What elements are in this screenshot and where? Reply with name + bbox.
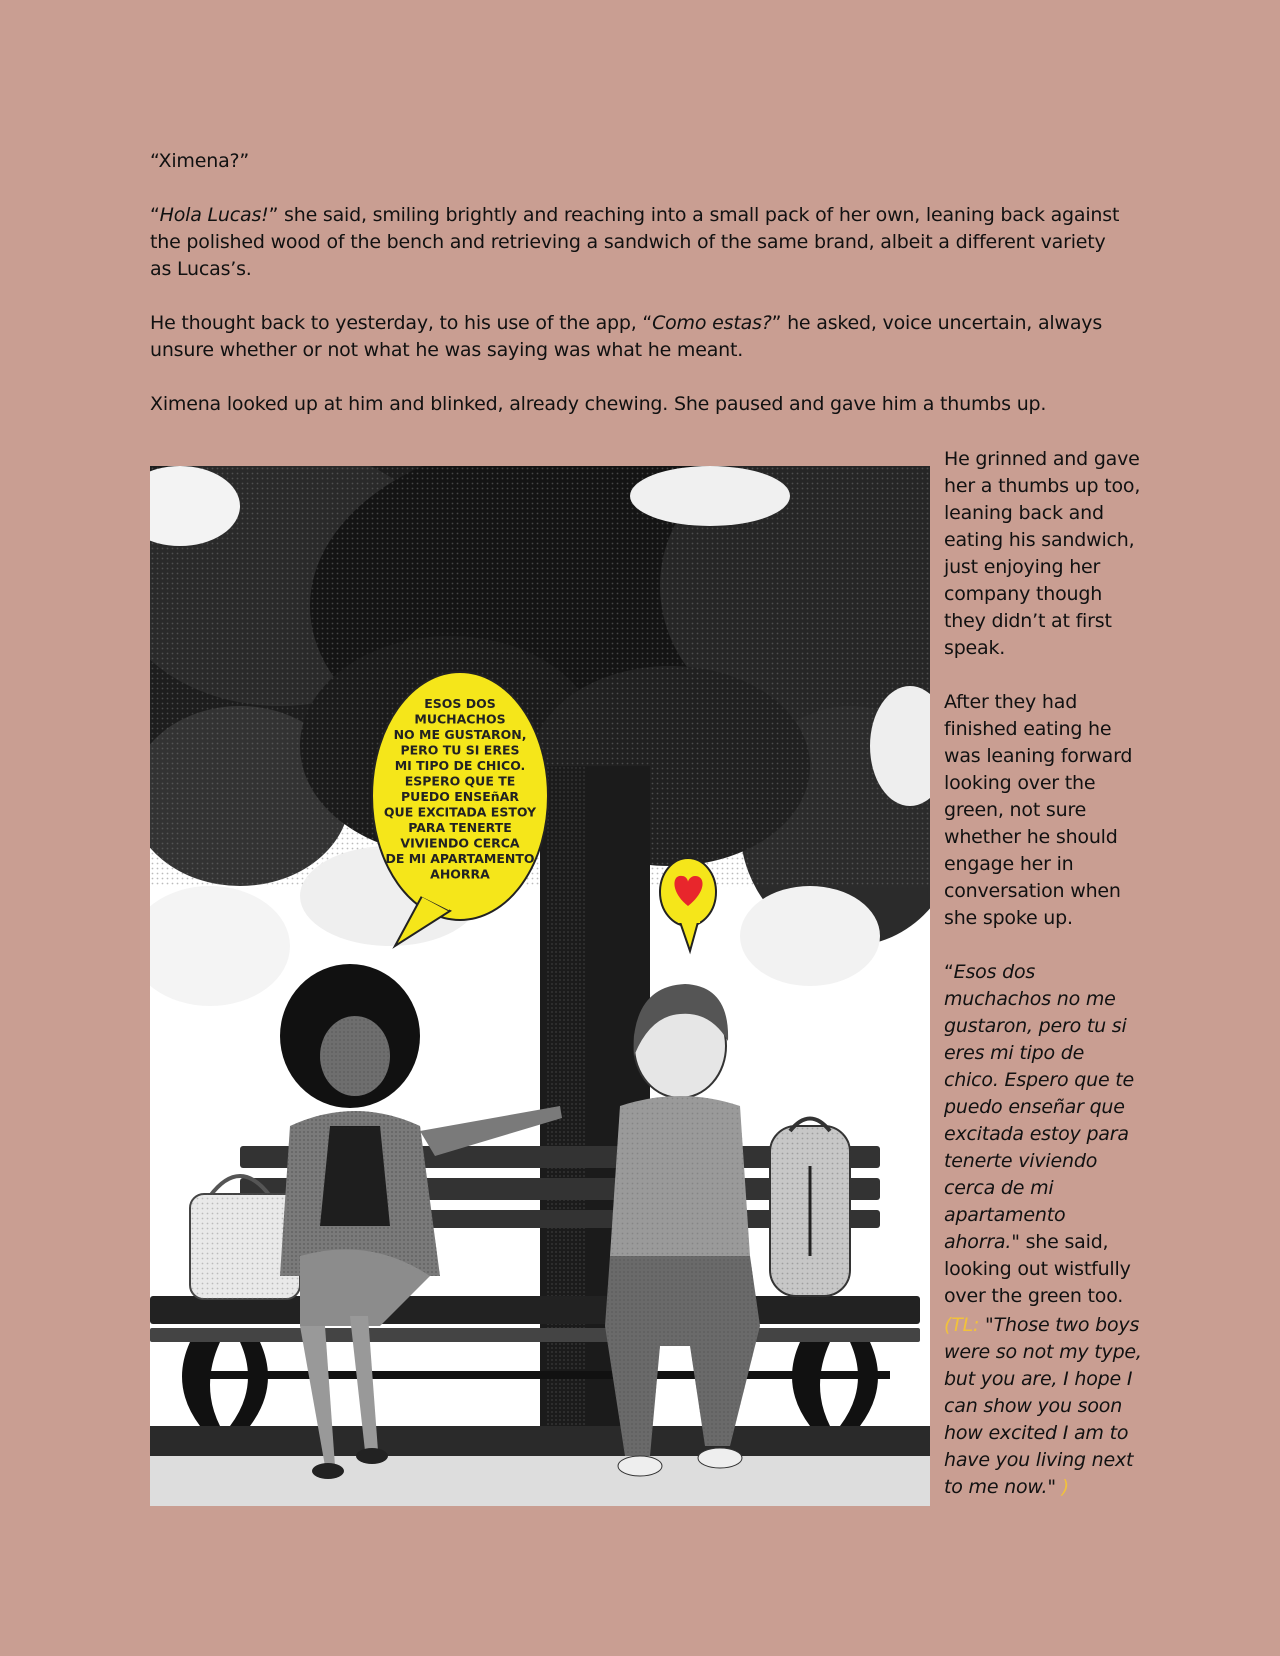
tl-close: ) bbox=[1055, 1476, 1069, 1498]
park-bench-scene bbox=[150, 466, 930, 1506]
italic-greeting: Hola Lucas! bbox=[159, 204, 269, 226]
italic-question: Como estas? bbox=[652, 312, 772, 334]
side-paragraph-1: He grinned and gave her a thumbs up too, leaning back and eating his sandwich, just enjoying her company though they didn’t at first speak. bbox=[944, 448, 1141, 659]
side-paragraph-3-rest: " she said, looking out wistfully over the green too. bbox=[944, 1231, 1131, 1307]
tl-text: "Those two boys were so not my type, but you are, I hope I can show you soon how excited I am to have you living next to me now." bbox=[944, 1314, 1142, 1498]
paragraph-3 bbox=[150, 310, 1130, 364]
manga-illustration bbox=[150, 466, 930, 1506]
speech-bubble-line: AHORRA bbox=[430, 866, 490, 882]
backpack bbox=[770, 1119, 850, 1297]
story-text bbox=[150, 148, 1130, 418]
paragraph-1: “Ximena?” bbox=[150, 150, 250, 172]
speech-bubble-line: VIVIENDO CERCA bbox=[400, 835, 520, 851]
speech-bubble-line: ESPERO QUE TE bbox=[404, 773, 516, 789]
speech-bubble-line: PARA TENERTE bbox=[408, 820, 512, 835]
speech-bubble-line: QUE EXCITADA ESTOY bbox=[383, 804, 537, 820]
speech-bubble-line: NO ME GUSTARON, bbox=[393, 727, 527, 742]
paragraph-2 bbox=[150, 202, 1130, 283]
quote-open: “ bbox=[150, 204, 160, 226]
paragraph-3-rest: ” he asked, voice uncertain, always unsure whether or not what he was saying was what he meant. bbox=[150, 312, 1103, 361]
paragraph-2-rest: ” she said, smiling brightly and reaching into a small pack of her own, leaning back against the polished wood of the bench and retrieving a sandwich of the same brand, albeit a different variety as Lucas’s. bbox=[150, 204, 1120, 280]
speech-bubble-line: PERO TU SI ERES bbox=[400, 742, 520, 758]
side-paragraph-3 bbox=[944, 959, 1144, 1310]
translation-note bbox=[944, 1312, 1144, 1501]
spanish-quote: Esos dos muchachos no me gustaron, pero tu si eres mi tipo de chico. Espero que te puedo enseñar que excitada estoy para tenerte viviendo cerca de mi apartamento ahorra. bbox=[944, 961, 1135, 1253]
speech-bubble-line: MUCHACHOS bbox=[414, 711, 506, 727]
quote-open: “ bbox=[944, 961, 954, 983]
side-paragraph-2: After they had finished eating he was leaning forward looking over the green, not sure whether he should engage her in conversation when she spoke up. bbox=[944, 691, 1133, 929]
speech-bubble-line: MI TIPO DE CHICO. bbox=[394, 758, 526, 773]
side-column-text bbox=[944, 446, 1144, 1501]
speech-bubble-line: ESOS DOS bbox=[424, 696, 496, 711]
heart-bubble bbox=[660, 858, 716, 951]
speech-bubble-line: DE MI APARTAMENTO bbox=[385, 851, 535, 866]
tl-open: (TL: bbox=[944, 1314, 986, 1336]
paragraph-4: Ximena looked up at him and blinked, already chewing. She paused and gave him a thumbs up. bbox=[150, 393, 1047, 415]
speech-bubble-line: PUEDO ENSEñAR bbox=[401, 789, 519, 804]
paragraph-3-start: He thought back to yesterday, to his use of the app, “ bbox=[150, 312, 653, 334]
